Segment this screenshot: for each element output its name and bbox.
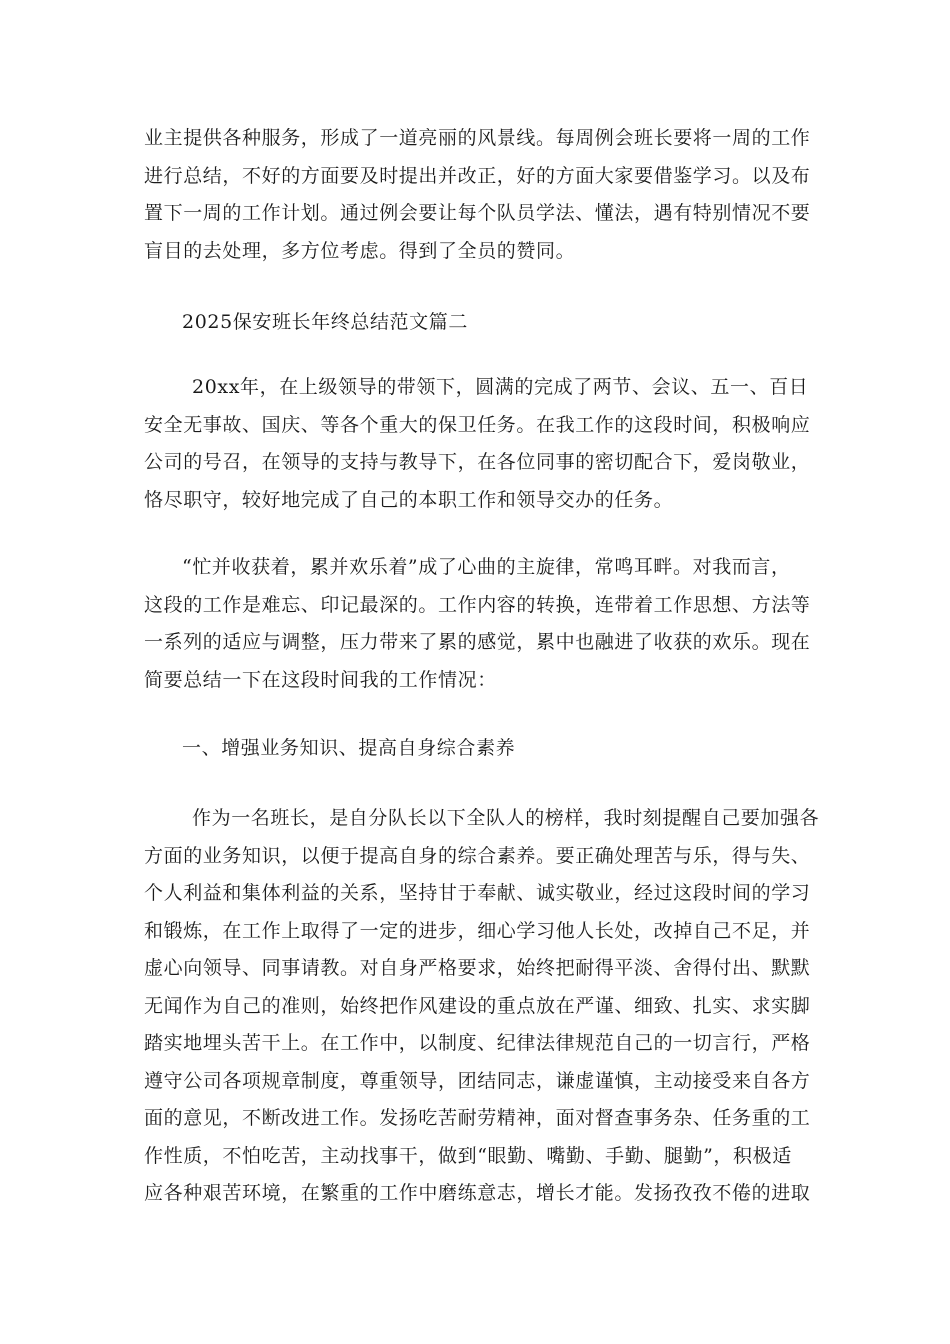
paragraph-line: 无闻作为自己的准则，始终把作风建设的重点放在严谨、细致、扎实、求实脚	[144, 994, 811, 1017]
paragraph-line: 简要总结一下在这段时间我的工作情况：	[144, 668, 497, 691]
paragraph-line: 盲目的去处理，多方位考虑。得到了全员的赞同。	[144, 239, 576, 262]
paragraph-line: 应各种艰苦环境，在繁重的工作中磨练意志，增长才能。发扬孜孜不倦的进取	[144, 1182, 811, 1204]
paragraph-line: 方面的业务知识，以便于提高自身的综合素养。要正确处理苦与乐，得与失、	[144, 844, 811, 867]
subsection-heading	[144, 730, 806, 768]
paragraph-line: 进行总结，不好的方面要及时提出并改正，好的方面大家要借鉴学习。以及布	[144, 164, 811, 187]
subsection-heading-text: 一、增强业务知识、提高自身综合素养	[182, 737, 516, 759]
paragraph-line: 面的意见，不断改进工作。发扬吃苦耐劳精神，面对督查事务杂、任务重的工	[144, 1107, 811, 1129]
paragraph-3	[144, 549, 811, 699]
section-title-text: 2025保安班长年终总结范文篇二	[182, 311, 468, 333]
paragraph-line: 业主提供各种服务，形成了一道亮丽的风景线。每周例会班长要将一周的工作	[144, 127, 811, 149]
paragraph-line: 恪尽职守，较好地完成了自己的本职工作和领导交办的任务。	[144, 488, 674, 511]
paragraph-1	[144, 120, 811, 270]
paragraph-2	[144, 369, 811, 519]
paragraph-4	[144, 800, 820, 1213]
paragraph-line: 一系列的适应与调整，压力带来了累的感觉，累中也融进了收获的欢乐。现在	[144, 631, 811, 653]
paragraph-line: 踏实地埋头苦干上。在工作中，以制度、纪律法律规范自己的一切言行，严格	[144, 1032, 811, 1054]
paragraph-line: 安全无事故、国庆、等各个重大的保卫任务。在我工作的这段时间，积极响应	[144, 413, 811, 436]
paragraph-line: “忙并收获着，累并欢乐着”成了心曲的主旋律，常鸣耳畔。对我而言，	[182, 556, 791, 578]
paragraph-line: 个人利益和集体利益的关系，坚持甘于奉献、诚实敬业，经过这段时间的学习	[144, 882, 811, 904]
section-title	[144, 304, 806, 342]
paragraph-line: 20xx年，在上级领导的带领下，圆满的完成了两节、会议、五一、百日	[192, 376, 809, 398]
paragraph-line: 这段的工作是难忘、印记最深的。工作内容的转换，连带着工作思想、方法等	[144, 593, 811, 616]
paragraph-line: 遵守公司各项规章制度，尊重领导，团结同志，谦虚谨慎，主动接受来自各方	[144, 1069, 811, 1092]
paragraph-line: 和锻炼，在工作上取得了一定的进步，细心学习他人长处，改掉自己不足，并	[144, 919, 811, 942]
paragraph-line: 置下一周的工作计划。通过例会要让每个队员学法、懂法，遇有特别情况不要	[144, 202, 811, 224]
paragraph-line: 虚心向领导、同事请教。对自身严格要求，始终把耐得平淡、舍得付出、默默	[144, 957, 811, 979]
paragraph-line: 公司的号召，在领导的支持与教导下，在各位同事的密切配合下，爱岗敬业，	[144, 451, 811, 473]
paragraph-line: 作为一名班长，是自分队长以下全队人的榜样，我时刻提醒自己要加强各	[192, 807, 820, 829]
paragraph-line: 作性质，不怕吃苦，主动找事干，做到“眼勤、嘴勤、手勤、腿勤”，积极适	[144, 1144, 792, 1167]
